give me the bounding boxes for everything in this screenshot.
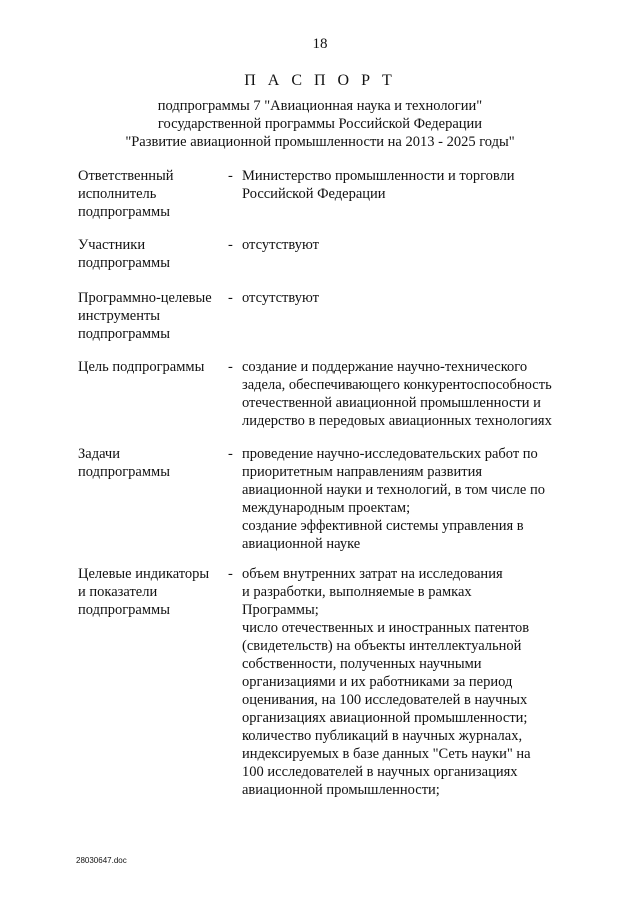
subtitle-line: подпрограммы 7 "Авиационная наука и технологии" <box>157 98 483 114</box>
row-value <box>242 445 578 553</box>
value-line: приоритетным направлениям развития <box>242 464 482 480</box>
document-subtitle <box>110 97 530 151</box>
row-label <box>78 167 226 221</box>
value-line: международным проектам; <box>242 500 411 516</box>
label-line: Программно-целевые <box>78 290 212 306</box>
row-value <box>242 167 578 203</box>
value-line: проведение научно-исследовательских работ по <box>242 446 538 462</box>
value-line: 100 исследователей в научных организациях <box>242 764 518 780</box>
row-dash: - <box>228 446 233 462</box>
value-line: (свидетельств) на объекты интеллектуальной <box>242 638 522 654</box>
document-title: П А С П О Р Т <box>244 72 396 89</box>
label-line: исполнитель <box>78 186 157 202</box>
value-line: создание эффективной системы управления в <box>242 518 524 534</box>
row-value <box>242 565 578 799</box>
row-dash: - <box>228 237 233 253</box>
label-line: Участники <box>78 237 146 253</box>
row-label <box>78 289 226 343</box>
row-label <box>78 565 226 619</box>
label-line: инструменты <box>78 308 161 324</box>
value-line: авиационной науки и технологий, в том числе по <box>242 482 545 498</box>
subtitle-line: государственной программы Российской Федерации <box>157 116 483 132</box>
value-line: авиационной промышленности; <box>242 782 440 798</box>
value-line: авиационной науке <box>242 536 361 552</box>
value-line: количество публикаций в научных журналах, <box>242 728 523 744</box>
value-line: Министерство промышленности и торговли <box>242 168 515 184</box>
value-line: объем внутренних затрат на исследования <box>242 566 503 582</box>
label-line: Цель подпрограммы <box>78 359 205 375</box>
footer-filename: 28030647.doc <box>76 856 127 865</box>
page-number: 18 <box>312 36 328 52</box>
label-line: подпрограммы <box>78 326 170 342</box>
label-line: Целевые индикаторы <box>78 566 210 582</box>
row-dash: - <box>228 168 233 184</box>
value-line: организациями и их работниками за период <box>242 674 513 690</box>
value-line: организациях авиационной промышленности; <box>242 710 528 726</box>
value-line: отсутствуют <box>242 237 319 253</box>
row-dash: - <box>228 359 233 375</box>
row-label <box>78 236 226 272</box>
value-line: оценивания, на 100 исследователей в научных <box>242 692 528 708</box>
row-label <box>78 358 226 376</box>
row-value <box>242 289 578 307</box>
label-line: и показатели <box>78 584 158 600</box>
row-value <box>242 358 578 430</box>
row-value <box>242 236 578 254</box>
value-line: и разработки, выполняемые в рамках <box>242 584 472 600</box>
value-line: лидерство в передовых авиационных технологиях <box>242 413 552 429</box>
row-dash: - <box>228 566 233 582</box>
subtitle-line: "Развитие авиационной промышленности на 2013 - 2025 годы" <box>125 134 515 150</box>
label-line: Ответственный <box>78 168 174 184</box>
value-line: индексируемых в базе данных "Сеть науки" на <box>242 746 531 762</box>
label-line: подпрограммы <box>78 602 170 618</box>
label-line: Задачи <box>78 446 120 462</box>
value-line: собственности, полученных научными <box>242 656 482 672</box>
value-line: задела, обеспечивающего конкурентоспособность <box>242 377 552 393</box>
value-line: отсутствуют <box>242 290 319 306</box>
value-line: число отечественных и иностранных патентов <box>242 620 530 636</box>
label-line: подпрограммы <box>78 464 170 480</box>
label-line: подпрограммы <box>78 204 170 220</box>
row-dash: - <box>228 290 233 306</box>
value-line: отечественной авиационной промышленности и <box>242 395 541 411</box>
value-line: Российской Федерации <box>242 186 386 202</box>
row-label <box>78 445 226 481</box>
value-line: Программы; <box>242 602 319 618</box>
label-line: подпрограммы <box>78 255 170 271</box>
value-line: создание и поддержание научно-технического <box>242 359 528 375</box>
